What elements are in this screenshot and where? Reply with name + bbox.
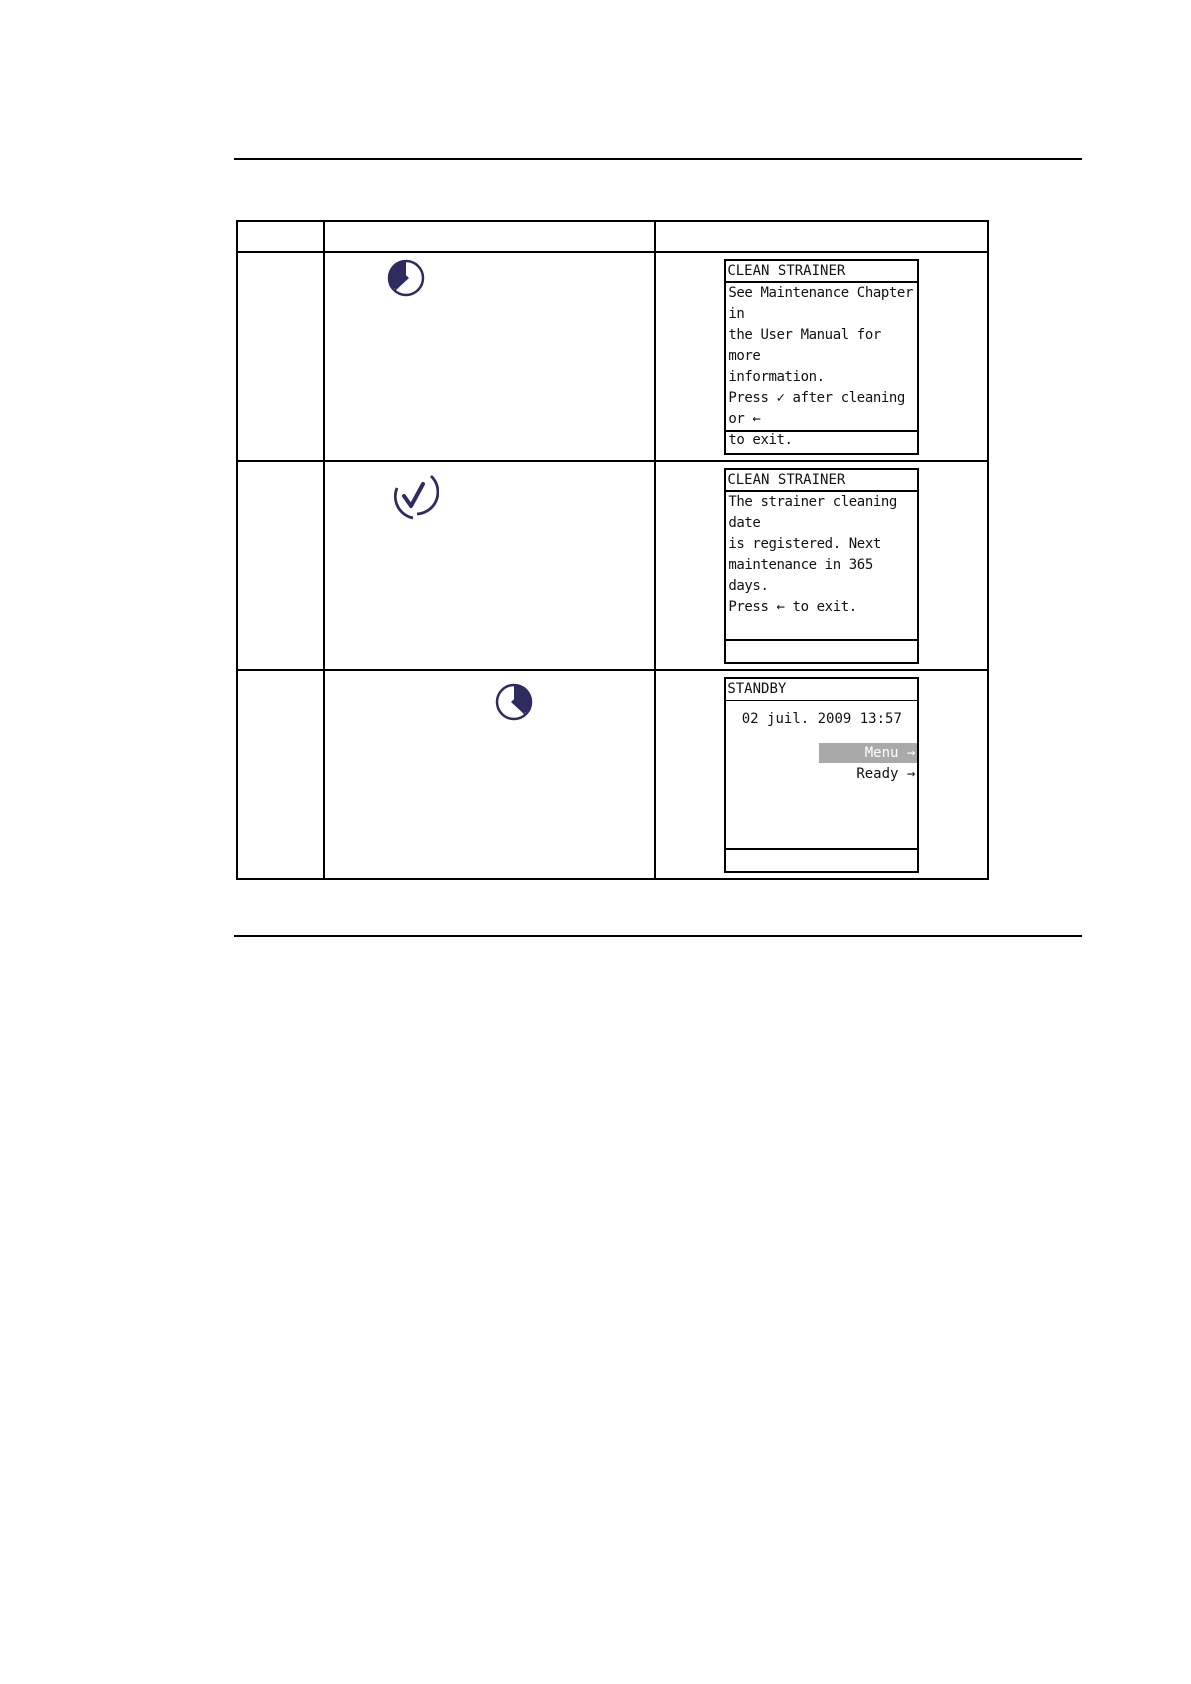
table-row bbox=[237, 670, 988, 879]
step-cell bbox=[237, 670, 324, 879]
display-cell bbox=[655, 670, 988, 879]
lcd-footer-line bbox=[726, 430, 917, 432]
left-key-icon bbox=[495, 683, 533, 721]
header-cell-display bbox=[655, 221, 988, 252]
table-header-row bbox=[237, 221, 988, 252]
table-row bbox=[237, 461, 988, 670]
lcd-title: CLEAN STRAINER bbox=[726, 470, 917, 492]
lcd-menu-option: Menu → bbox=[819, 743, 917, 763]
header-rule bbox=[234, 158, 1082, 160]
action-cell bbox=[324, 461, 656, 670]
display-cell bbox=[655, 461, 988, 670]
action-cell bbox=[324, 252, 656, 461]
header-cell-action bbox=[324, 221, 656, 252]
check-key-icon bbox=[387, 466, 439, 522]
lcd-footer-line bbox=[726, 848, 917, 850]
lcd-message: The strainer cleaning date is registered. Next maintenance in 365 days. Press ← to exit. bbox=[728, 494, 897, 615]
step-cell bbox=[237, 461, 324, 670]
lcd-screen-clean-strainer bbox=[724, 259, 919, 455]
lcd-title: STANDBY bbox=[726, 679, 917, 701]
lcd-title: CLEAN STRAINER bbox=[726, 261, 917, 283]
lcd-footer-line bbox=[726, 639, 917, 641]
lcd-screen-standby bbox=[724, 677, 919, 873]
lcd-date-time: 02 juil. 2009 13:57 bbox=[741, 711, 902, 727]
procedure-table bbox=[236, 220, 989, 880]
lcd-message: See Maintenance Chapter in the User Manual for more information. Press ✓ after cleaning or ← to exit. bbox=[728, 285, 913, 448]
lcd-ready-option: Ready → bbox=[856, 766, 916, 782]
display-cell bbox=[655, 252, 988, 461]
step-cell bbox=[237, 252, 324, 461]
header-cell-step bbox=[237, 221, 324, 252]
action-cell bbox=[324, 670, 656, 879]
lcd-screen-clean-strainer-registered bbox=[724, 468, 919, 664]
right-key-icon bbox=[387, 259, 425, 297]
footer-rule bbox=[234, 935, 1082, 937]
table-row bbox=[237, 252, 988, 461]
